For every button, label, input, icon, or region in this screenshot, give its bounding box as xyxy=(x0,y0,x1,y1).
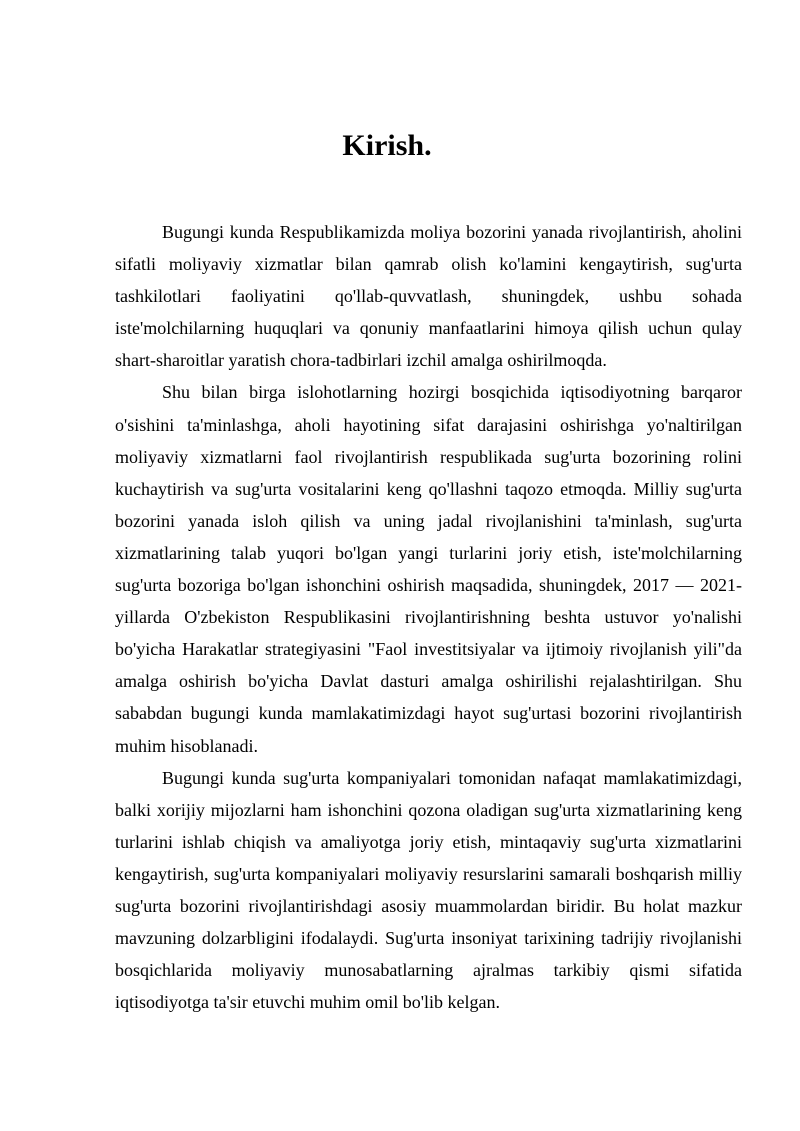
paragraph-1: Bugungi kunda Respublikamizda moliya bozorini yanada rivojlantirish, aholini sifatli moliyaviy xizmatlar bilan qamrab olish ko'lamini kengaytirish, sug'urta tashkilotlari faoliyatini qo'llab-quvvatlash, shuningdek, ushbu sohada iste'molchilarning huquqlari va qonuniy manfaatlarini himoya qilish uchun qulay shart-sharoitlar yaratish chora-tadbirlari izchil amalga oshirilmoqda. xyxy=(115,222,742,371)
paragraph-3: Bugungi kunda sug'urta kompaniyalari tomonidan nafaqat mamlakatimizdagi, balki xorijiy mijozlarni ham ishonchini qozona oladigan sug'urta xizmatlarining keng turlarini ishlab chiqish va amaliyotga joriy etish, mintaqaviy sug'urta xizmatlarini kengaytirish, sug'urta kompaniyalari moliyaviy resurslarini samarali boshqarish milliy sug'urta bozorini rivojlantirishdagi asosiy muammolardan biridir. Bu holat mazkur mavzuning dolzarbligini ifodalaydi. Sug'urta insoniyat tarixining tadrijiy rivojlanishi bosqichlarida moliyaviy munosabatlarning ajralmas tarkibiy qismi sifatida iqtisodiyotga ta'sir etuvchi muhim omil bo'lib kelgan. xyxy=(115,767,742,1013)
paragraph-2: Shu bilan birga islohotlarning hozirgi bosqichida iqtisodiyotning barqaror o'sishini ta'minlashga, aholi hayotining sifat darajasini oshirishga yo'naltirilgan moliyaviy xizmatlarni faol rivojlantirish respublikada sug'urta bozorining rolini kuchaytirish va sug'urta vositalarini keng qo'llashni taqozo etmoqda. Milliy sug'urta bozorini yanada isloh qilish va uning jadal rivojlanishini ta'minlash, sug'urta xizmatlarining talab yuqori bo'lgan yangi turlarini joriy etish, iste'molchilarning sug'urta bozoriga bo'lgan ishonchini oshirish maqsadida, shuningdek, 2017 — 2021-yillarda O'zbekiston Respublikasini rivojlantirishning beshta ustuvor yo'nalishi bo'yicha Harakatlar strategiyasini "Faol investitsiyalar va ijtimoiy rivojlanish yili"da amalga oshirish bo'yicha Davlat dasturi amalga oshirilishi rejalashtirilgan. Shu sababdan bugungi kunda mamlakatimizdagi hayot sug'urtasi bozorini rivojlantirish muhim hisoblanadi. xyxy=(115,382,742,756)
document-body xyxy=(115,216,742,1018)
page-title: Kirish. xyxy=(342,129,432,162)
